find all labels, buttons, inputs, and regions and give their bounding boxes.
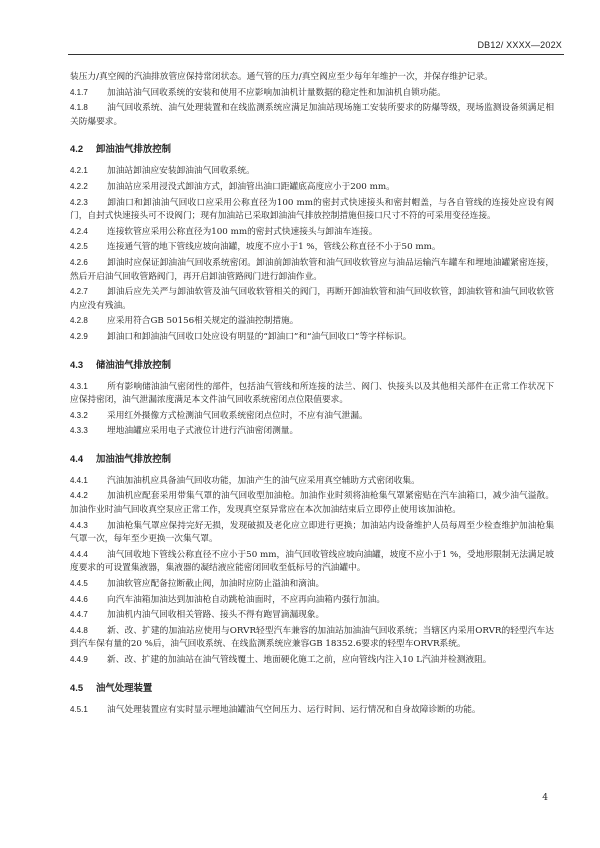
clause-number: 4.4.8	[70, 625, 88, 635]
clause-text: 加油软管应配备拉断截止阀，加油时应防止溢油和滴油。	[107, 579, 325, 590]
clause-number: 4.2.6	[70, 257, 88, 267]
clause-text: 应采用符合GB 50156相关规定的溢油控制措施。	[107, 316, 299, 327]
clause-paragraph	[70, 314, 554, 329]
clause-text: 新、改、扩建的加油站在油气管线覆土、地面硬化施工之前，应向管线内注入10 L汽油并检测液阻。	[107, 655, 492, 665]
section-title: 卸油油气排放控制	[96, 143, 172, 155]
standard-code: DB12/ XXXX—202X	[477, 40, 562, 50]
clause-number: 4.4.2	[70, 491, 88, 501]
clause-text: 油气处理装置应有实时显示埋地油罐油气空间压力、运行时间、运行情况和自身故障诊断的功能。	[107, 704, 481, 715]
clause-number: 4.3.1	[70, 381, 88, 391]
clause-paragraph	[70, 256, 554, 284]
clause-paragraph	[70, 424, 554, 439]
section-title: 加油油气排放控制	[96, 452, 172, 464]
clause-text: 连接通气管的地下管线应坡向油罐，坡度不应小于1 %，管线公称直径不小于50 mm。	[107, 242, 441, 253]
clause-number: 4.3.2	[70, 410, 88, 420]
clause-number: 4.2.5	[70, 242, 88, 252]
clause-paragraph	[70, 577, 554, 592]
clause-number: 4.2.7	[70, 287, 88, 297]
clause-number: 4.4.7	[70, 610, 88, 620]
clause-text: 油气回收地下管线公称直径不应小于50 mm，油气回收管线应坡向油罐，坡度不应小于1 %，受地形限制无法满足坡度要求的可设置集液器，集液器的凝结液应能密闭回收至低标号的汽油罐中。	[70, 549, 554, 574]
clause-paragraph	[70, 608, 554, 623]
clause-text: 卸油后应先关严与卸油软管及油气回收软管相关的阀门，再断开卸油软管和油气回收软管，卸油软管和油气回收软管内应没有残油。	[70, 287, 554, 311]
section-heading	[70, 358, 554, 372]
clause-paragraph	[70, 624, 554, 652]
clause-number: 4.2.4	[70, 226, 88, 236]
clause-paragraph	[70, 86, 554, 101]
clause-text: 采用红外摄像方式检测油气回收系统密闭点位时，不应有油气泄漏。	[107, 410, 368, 421]
clause-number: 4.5.1	[70, 704, 88, 714]
clause-number: 4.4.4	[70, 549, 88, 559]
clause-text: 加油机应配套采用带集气罩的油气回收型加油枪。加油作业时须将油枪集气罩紧密贴在汽车油箱口，减少油气溢散。加油作业时油气回收真空泵应正常工作，发现真空泵异常应在本次加油结束后立即停止使用该加油枪。	[70, 491, 554, 516]
clause-paragraph	[70, 196, 554, 224]
clause-number: 4.2.9	[70, 331, 88, 341]
clause-number: 4.2.8	[70, 316, 88, 326]
clause-number: 4.1.8	[70, 103, 88, 113]
section-title: 储油油气排放控制	[96, 358, 172, 370]
section-heading	[70, 142, 554, 156]
section-number: 4.4	[70, 452, 84, 464]
clause-number: 4.2.1	[70, 166, 88, 176]
clause-number: 4.3.3	[70, 426, 88, 436]
clause-text: 新、改、扩建的加油站应使用与ORVR轻型汽车兼容的加油站加油油气回收系统；当辖区内采用ORVR的轻型汽车达到汽车保有量的20 %后，油气回收系统、在线监测系统应兼容GB 18352.6要求的轻型车ORVR系统。	[70, 625, 554, 650]
clause-text: 向汽车油箱加油达到加油枪自动跳枪油面时，不应再向油箱内强行加油。	[107, 594, 385, 605]
clause-paragraph	[70, 71, 554, 85]
clause-paragraph	[70, 548, 554, 576]
clause-text: 加油站应采用浸没式卸油方式，卸油管出油口距罐底高度应小于200 mm。	[107, 181, 395, 192]
section-number: 4.3	[70, 358, 84, 370]
clause-number: 4.4.6	[70, 594, 88, 604]
section-title: 油气处理装置	[96, 681, 153, 693]
document-body	[70, 71, 554, 718]
clause-number: 4.2.2	[70, 181, 88, 191]
clause-number: 4.4.3	[70, 520, 88, 530]
clause-paragraph	[70, 285, 554, 313]
clause-text: 加油枪集气罩应保持完好无损，发现破损及老化应立即进行更换；加油站内设备维护人员每周至少检查维护加油枪集气罩一次，每年至少更换一次集气罩。	[70, 520, 554, 545]
clause-text: 加油机内油气回收相关管路、接头不得有跑冒滴漏现象。	[107, 610, 325, 621]
clause-text: 汽油加油机应具备油气回收功能，加油产生的油气应采用真空辅助方式密闭收集。	[107, 475, 420, 486]
page-number: 4	[542, 793, 548, 803]
clause-text: 加油站卸油应安装卸油油气回收系统。	[107, 166, 255, 177]
clause-text: 所有影响储油油气密闭性的部件，包括油气管线和所连接的法兰、阀门、快接头以及其他相关部件在正常工作状况下应保持密闭，油气泄漏浓度满足本文件油气回收系统密闭点位限值要求。	[70, 381, 554, 406]
clause-text: 连接软管应采用公称直径为100 mm的密封式快速接头与卸油车连接。	[107, 226, 378, 237]
clause-paragraph	[70, 489, 554, 517]
clause-paragraph	[70, 330, 554, 345]
clause-text: 卸油时应保证卸油油气回收系统密闭。卸油前卸油软管和油气回收软管应与油品运输汽车罐车和埋地油罐紧密连接，然后开启油气回收管路阀门，再开启卸油管路阀门进行卸油作业。	[70, 257, 554, 282]
section-number: 4.5	[70, 681, 84, 693]
clause-paragraph	[70, 653, 554, 668]
clause-text: 油气回收系统、油气处理装置和在线监测系统应满足加油站现场施工安装所要求的防爆等级，现场监测设备须满足相关防爆要求。	[70, 103, 554, 127]
clause-paragraph	[70, 519, 554, 547]
clause-paragraph	[70, 409, 554, 424]
clause-paragraph	[70, 474, 554, 489]
clause-paragraph	[70, 240, 554, 255]
clause-paragraph	[70, 593, 554, 608]
clause-paragraph	[70, 380, 554, 408]
clause-number: 4.4.1	[70, 475, 88, 485]
clause-text: 卸油口和卸油油气回收口处应设有明显的“卸油口”和“油气回收口”等字样标识。	[107, 331, 412, 342]
clause-paragraph	[70, 180, 554, 195]
section-heading	[70, 452, 554, 466]
clause-number: 4.4.9	[70, 655, 88, 664]
clause-paragraph	[70, 164, 554, 179]
clause-number: 4.2.3	[70, 197, 88, 207]
clause-text: 装压力/真空阀的汽油排放管应保持常闭状态。通气管的压力/真空阀应至少每年年维护一次，并保存维护记录。	[70, 72, 493, 82]
clause-paragraph	[70, 101, 554, 129]
section-heading	[70, 681, 554, 695]
clause-text: 埋地油罐应采用电子式液位计进行汽油密闭测量。	[107, 426, 299, 437]
clause-number: 4.1.7	[70, 87, 88, 97]
clause-text: 卸油口和卸油油气回收口应采用公称直径为100 mm的密封式快速接头和密封帽盖，与各自管线的连接处应设有阀门，自封式快速接头可不设阀门；现有加油站已采取卸油油气排放控制措施但接口尺寸不符的可采用变径连接。	[70, 197, 554, 222]
header-divider	[68, 54, 564, 55]
clause-text: 加油站油气回收系统的安装和使用不应影响加油机计量数据的稳定性和加油机自锁功能。	[107, 87, 446, 98]
clause-paragraph	[70, 703, 554, 718]
clause-paragraph	[70, 225, 554, 240]
clause-number: 4.4.5	[70, 579, 88, 589]
section-number: 4.2	[70, 143, 84, 155]
